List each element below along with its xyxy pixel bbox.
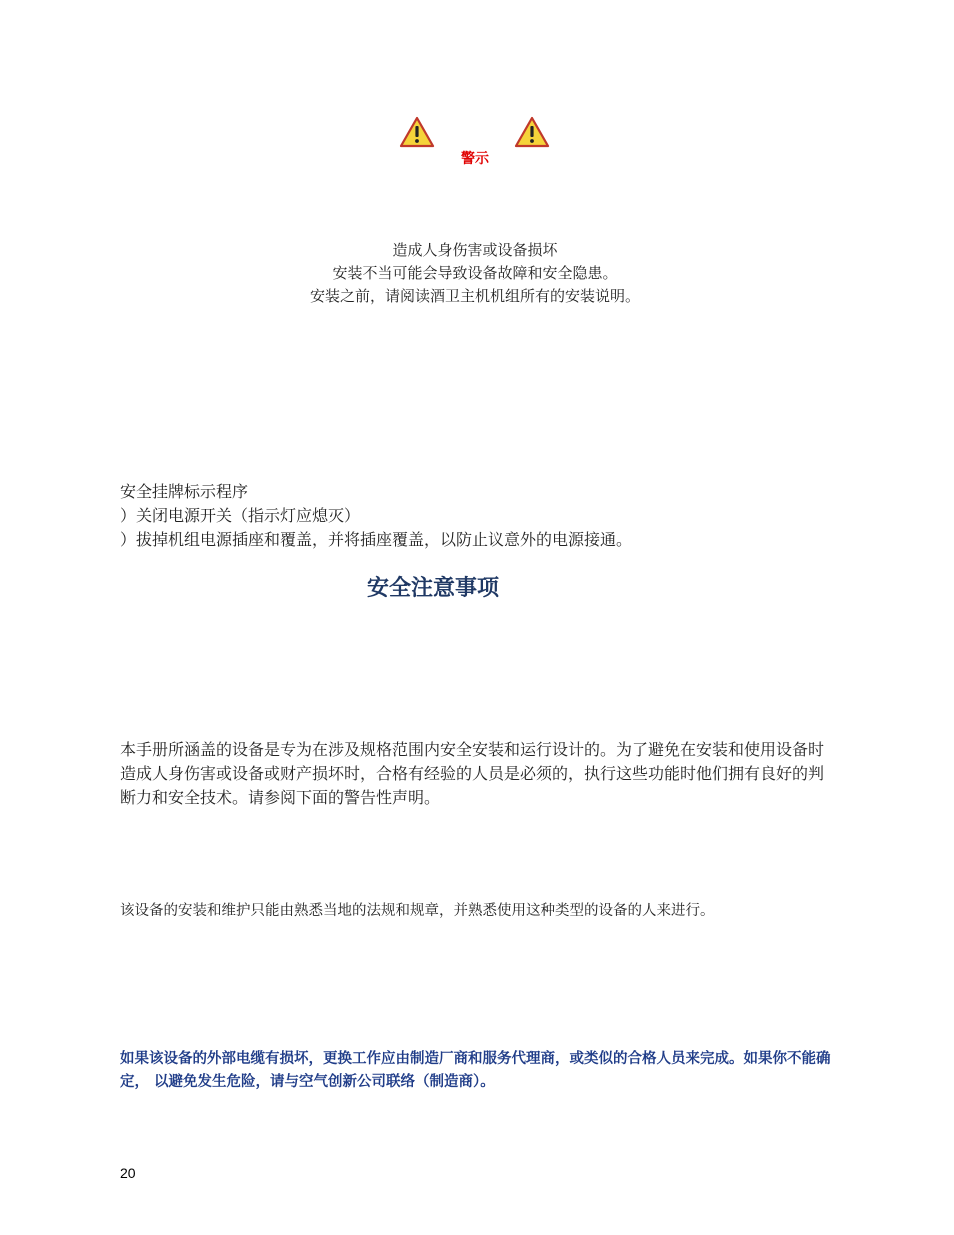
warning-triangle-icon: [514, 116, 550, 148]
warning-label: 警示: [461, 151, 489, 167]
warning-triangle-icon: [399, 116, 435, 148]
warning-line: 安装不当可能会导致设备故障和安全隐患。: [332, 264, 618, 282]
intro-paragraph: 本手册所涵盖的设备是专为在涉及规格范围内安全安装和运行设计的。为了避免在安装和使用设备时造成人身伤害或设备或财产损坏时，合格有经验的人员是必须的，执行这些功能时他们拥有良好的判断力和安全技术。请参阅下面的警告性声明。: [120, 740, 825, 807]
section-heading: 安全注意事项: [366, 575, 499, 601]
page-number: 20: [120, 1165, 136, 1181]
lockout-title: 安全挂牌标示程序: [120, 482, 249, 501]
lockout-procedure: [120, 480, 632, 552]
lockout-step: ）关闭电源开关（指示灯应熄灭）: [120, 506, 361, 525]
cable-damage-note: 如果该设备的外部电缆有损坏，更换工作应由制造厂商和服务代理商，或类似的合格人员来完成。如果你不能确定， 以避免发生危险，请与空气创新公司联络（制造商）。: [120, 1051, 831, 1090]
warning-line: 安装之前，请阅读酒卫主机机组所有的安装说明。: [309, 287, 640, 305]
warning-text: [200, 239, 750, 308]
installation-note: 该设备的安装和维护只能由熟悉当地的法规和规章，并熟悉使用这种类型的设备的人来进行。: [120, 903, 715, 919]
lockout-step: ）拔掉机组电源插座和覆盖，并将插座覆盖，以防止议意外的电源接通。: [120, 530, 633, 549]
warning-line: 造成人身伤害或设备损坏: [392, 241, 558, 259]
